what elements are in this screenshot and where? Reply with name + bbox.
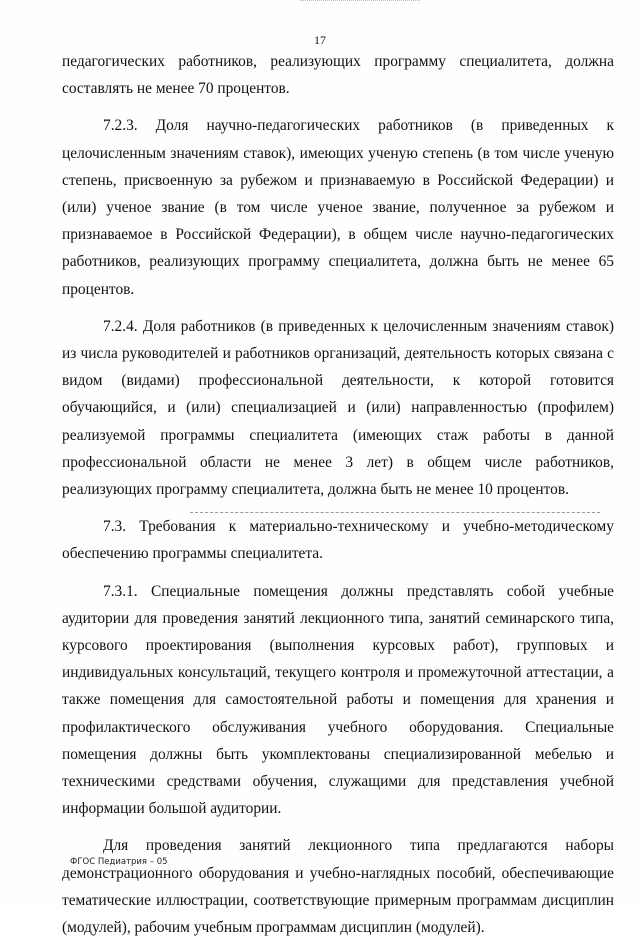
paragraph-7-3: 7.3. Требования к материально-техническому и учебно-методическому обеспечению программы специалитета.	[62, 518, 614, 563]
page-footer: ФГОС Педиатрия – 05	[70, 857, 168, 867]
scan-artifact	[300, 0, 420, 4]
paragraph-7-2-4: 7.2.4. Доля работников (в приведенных к целочисленным значениям ставок) из числа руководителей и работников организаций, деятельность которых связана с видом (видами) профессиональной деятельности, к которой готовится обучающийся, и (или) специализацией и (или) направленностью (профилем) реализуемой программы специалитета (имеющих стаж работы в данной профессиональной области не менее 3 лет) в общем числе работников, реализующих программу специалитета, должна быть не менее 10 процентов.	[62, 317, 614, 499]
document-body	[62, 48, 614, 941]
page-number: 17	[314, 33, 326, 47]
paragraph-continuation: педагогических работников, реализующих программу специалитета, должна составлять не менее 70 процентов.	[62, 53, 614, 98]
paragraph-lecture-equipment: Для проведения занятий лекционного типа предлагаются наборы демонстрационного оборудования и учебно-наглядных пособий, обеспечивающие тематические иллюстрации, соответствующие примерным программам дисциплин (модулей), рабочим учебным программам дисциплин (модулей).	[62, 837, 614, 937]
paragraph-7-3-1: 7.3.1. Специальные помещения должны представлять собой учебные аудитории для проведения занятий лекционного типа, занятий семинарского типа, курсового проектирования (выполнения курсовых работ), групповых и индивидуальных консультаций, текущего контроля и промежуточной аттестации, а также помещения для самостоятельной работы и помещения для хранения и профилактического обслуживания учебного оборудования. Специальные помещения должны быть укомплектованы специализированной мебелью и техническими средствами обучения, служащими для представления учебной информации большой аудитории.	[62, 582, 614, 818]
paragraph-7-2-3: 7.2.3. Доля научно-педагогических работников (в приведенных к целочисленным значениям ставок), имеющих ученую степень (в том числе ученую степень, присвоенную за рубежом и признаваемую в Российской Федерации) и (или) ученое звание (в том числе ученое звание, полученное за рубежом и признаваемое в Российской Федерации), в общем числе научно-педагогических работников, реализующих программу специалитета, должна быть не менее 65 процентов.	[62, 117, 614, 298]
scan-dashed-artifact	[190, 512, 600, 513]
